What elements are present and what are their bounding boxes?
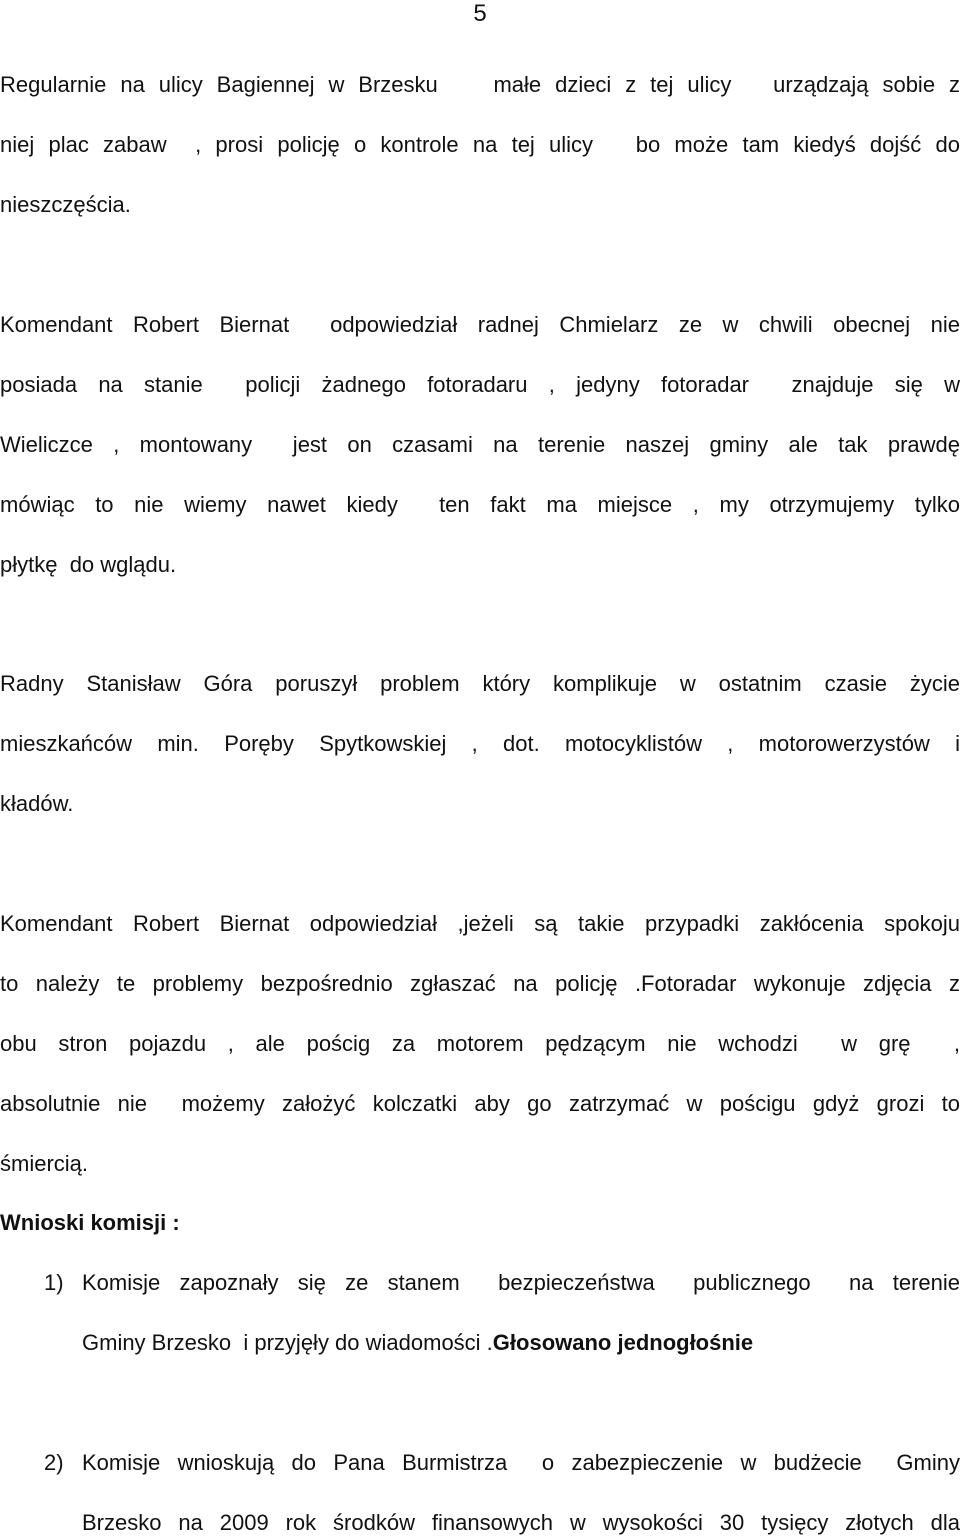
list-number: 2) xyxy=(44,1450,64,1475)
paragraph-line: posiada na stanie policji żadnego fotoradaru , jedyny fotoradar znajduje się w xyxy=(0,372,960,397)
list-line: Komisje wnioskują do Pana Burmistrza o zabezpieczenie w budżecie Gminy xyxy=(82,1450,960,1475)
list-line xyxy=(82,1328,753,1358)
paragraph-line: śmiercią. xyxy=(0,1151,89,1176)
list-line: Komisje zapoznały się ze stanem bezpieczeństwa publicznego na terenie xyxy=(82,1270,960,1295)
paragraph-line: mówiąc to nie wiemy nawet kiedy ten fakt ma miejsce , my otrzymujemy tylko xyxy=(0,492,960,517)
section-heading: Wnioski komisji : xyxy=(0,1210,180,1235)
paragraph-line: niej plac zabaw , prosi policję o kontrole na tej ulicy bo może tam kiedyś dojść do xyxy=(0,132,960,157)
paragraph-line: nieszczęścia. xyxy=(0,192,131,217)
paragraph-line: kładów. xyxy=(0,791,74,816)
list-number: 1) xyxy=(44,1270,64,1295)
paragraph-line: płytkę do wglądu. xyxy=(0,552,177,577)
paragraph-line: Komendant Robert Biernat odpowiedział radnej Chmielarz ze w chwili obecnej nie xyxy=(0,312,960,337)
page-number: 5 xyxy=(473,0,487,27)
paragraph-line: Komendant Robert Biernat odpowiedział ,jeżeli są takie przypadki zakłócenia spokoju xyxy=(0,911,960,936)
paragraph-line: Regularnie na ulicy Bagiennej w Brzesku małe dzieci z tej ulicy urządzają sobie z xyxy=(0,72,960,97)
paragraph-line: Radny Stanisław Góra poruszył problem który komplikuje w ostatnim czasie życie xyxy=(0,671,960,696)
paragraph-line: mieszkańców min. Poręby Spytkowskiej , dot. motocyklistów , motorowerzystów i xyxy=(0,731,960,756)
paragraph-line: obu stron pojazdu , ale pościg za motorem pędzącym nie wchodzi w grę , xyxy=(0,1031,960,1056)
paragraph-line: to należy te problemy bezpośrednio zgłaszać na policję .Fotoradar wykonuje zdjęcia z xyxy=(0,971,960,996)
paragraph-line: Wieliczce , montowany jest on czasami na terenie naszej gminy ale tak prawdę xyxy=(0,432,960,457)
list-line: Brzesko na 2009 rok środków finansowych w wysokości 30 tysięcy złotych dla xyxy=(82,1510,960,1535)
vote-result: Głosowano jednogłośnie xyxy=(492,1330,754,1355)
paragraph-line: absolutnie nie możemy założyć kolczatki aby go zatrzymać w pościgu gdyż grozi to xyxy=(0,1091,960,1116)
list-line-text: Gminy Brzesko i przyjęły do wiadomości . xyxy=(82,1330,493,1355)
